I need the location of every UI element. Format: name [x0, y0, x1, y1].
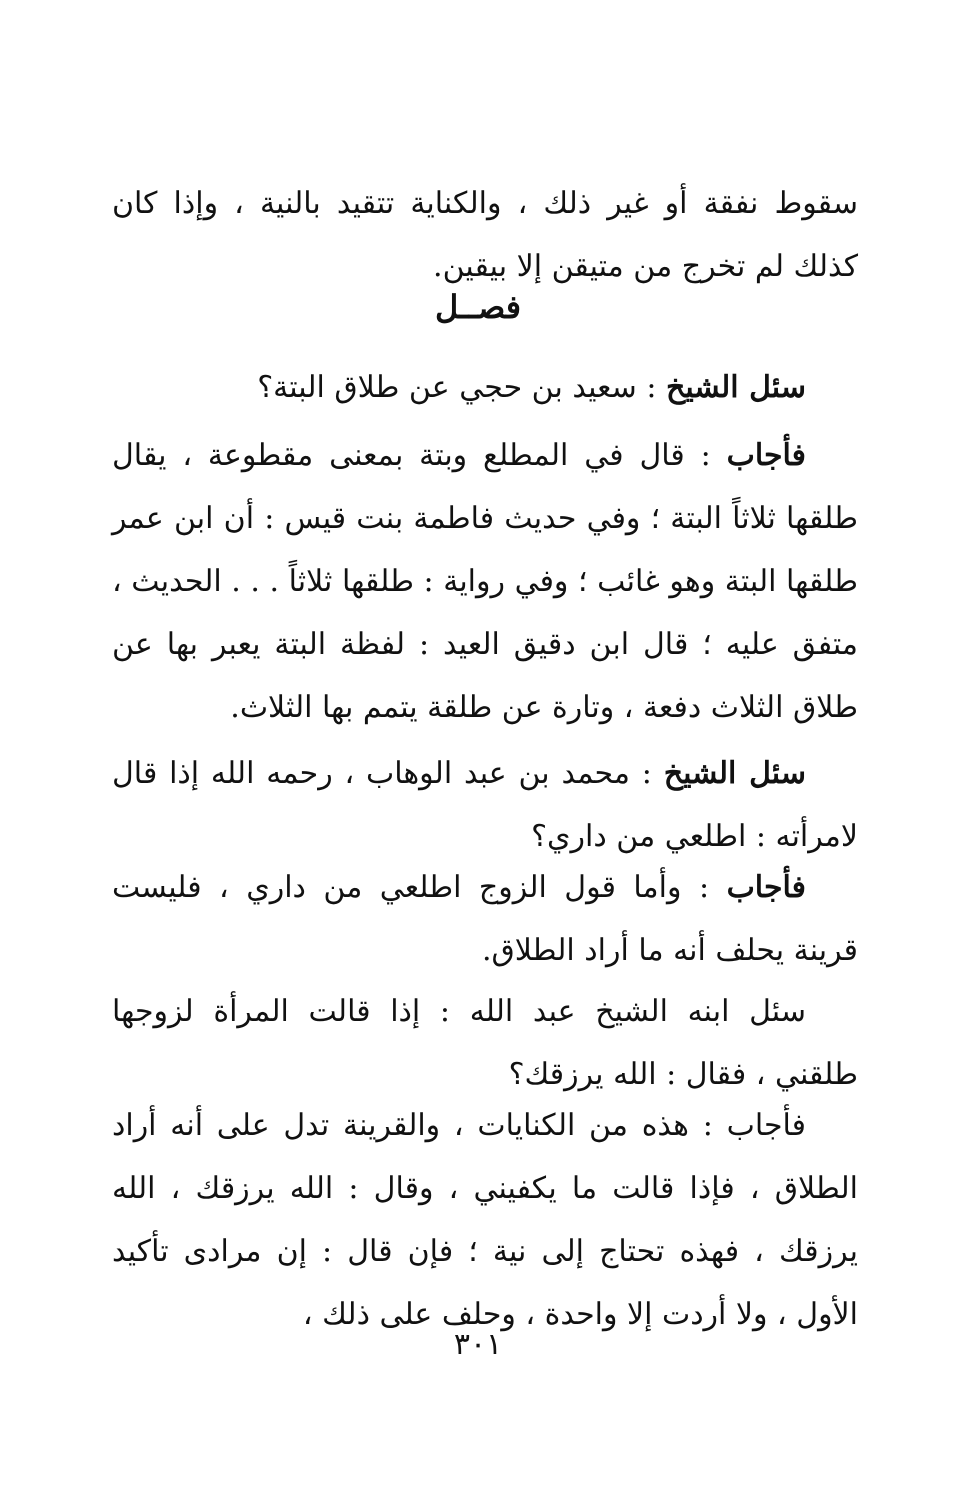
answer-3-text: فأجاب : هذه من الكنايات ، والقرينة تدل على أنه أراد الطلاق ، فإذا قالت ما يكفيني ، وقال : الله يرزقك ، الله يرزقك ، فهذه تحتاج إلى نية ؛ فإن قال : إن مرادى تأكيد الأول ، ولا أردت إلا واحدة ، وحلف على ذلك ، — [112, 1108, 858, 1332]
answer-1-label: فأجاب — [726, 438, 806, 473]
section-heading: فصــل — [434, 288, 522, 326]
question-2-text: : محمد بن عبد الوهاب ، رحمه الله إذا قال لامرأته : اطلعي من داري؟ — [112, 756, 858, 854]
page-number: ٣٠١ — [453, 1327, 503, 1362]
question-1 — [112, 356, 858, 419]
question-2 — [112, 742, 858, 868]
paragraph-continuation: سقوط نفقة أو غير ذلك ، والكناية تتقيد بالنية ، وإذا كان كذلك لم تخرج من متيقن إلا بيقين. — [112, 186, 858, 284]
answer-1 — [112, 424, 858, 739]
question-3 — [112, 980, 858, 1106]
answer-2-text: : وأما قول الزوج اطلعي من داري ، فليست قرينة يحلف أنه ما أراد الطلاق. — [112, 870, 858, 968]
answer-2-label: فأجاب — [726, 870, 806, 905]
answer-3 — [112, 1094, 858, 1346]
question-1-label: سئل الشيخ — [665, 370, 806, 405]
answer-1-text: : قال في المطلع وبتة بمعنى مقطوعة ، يقال طلقها ثلاثاً البتة ؛ وفي حديث فاطمة بنت قيس : أن ابن عمر طلقها البتة وهو غائب ؛ وفي رواية : طلقها ثلاثاً . . . الحديث ، متفق عليه ؛ قال ابن دقيق العيد : لفظة البتة يعبر بها عن طلاق الثلاث دفعة ، وتارة عن طلقة يتمم بها الثلاث. — [112, 438, 858, 725]
answer-2 — [112, 856, 858, 982]
question-2-label: سئل الشيخ — [663, 756, 806, 791]
question-3-text: سئل ابنه الشيخ عبد الله : إذا قالت المرأة لزوجها طلقني ، فقال : الله يرزقك؟ — [112, 994, 858, 1092]
question-1-text: : سعيد بن حجي عن طلاق البتة؟ — [257, 370, 657, 405]
